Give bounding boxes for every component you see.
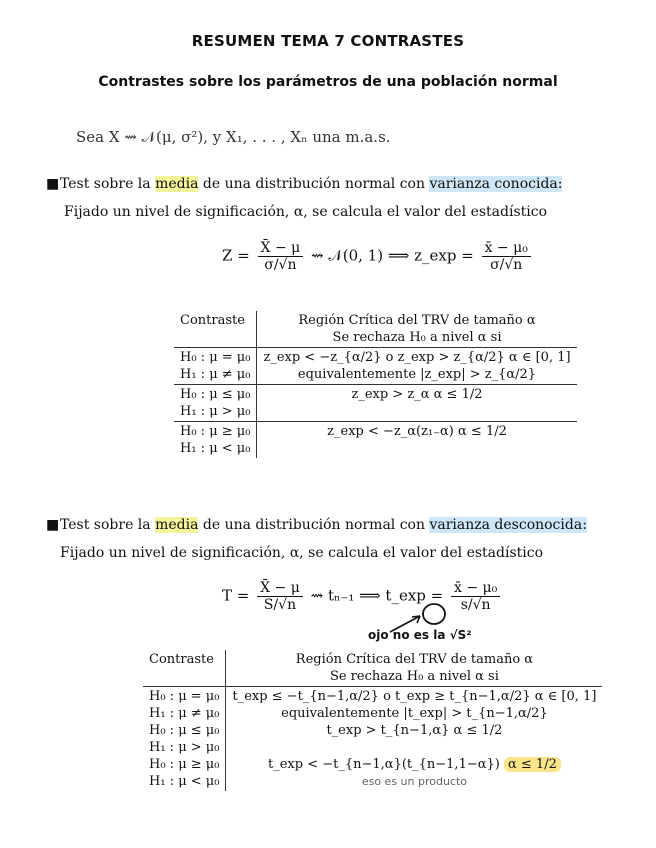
section2-pre: Test sobre la bbox=[60, 517, 156, 533]
cell-text: H₁ : μ < μ₀ bbox=[149, 774, 220, 789]
cell-text: H₀ : μ = μ₀ bbox=[180, 350, 251, 365]
cell-text: equivalentemente |z_exp| > z_{α/2} bbox=[297, 367, 537, 382]
handwritten-note-product: eso es un producto bbox=[361, 775, 468, 788]
frac-den: σ/√n bbox=[264, 257, 297, 273]
cell-text: Región Crítica del TRV de tamaño α bbox=[295, 652, 534, 667]
cell-text: z_exp < −z_α(z₁₋α) α ≤ 1/2 bbox=[327, 424, 507, 439]
frac-den: σ/√n bbox=[490, 257, 523, 273]
cell-text: z_exp < −z_{α/2} o z_exp > z_{α/2} α ∈ [0, 1] bbox=[263, 350, 571, 365]
table-head-left bbox=[174, 311, 257, 348]
section1-mid: de una distribución normal con bbox=[198, 176, 430, 192]
section2-line2: Fijado un nivel de significación, α, se calcula el valor del estadístico bbox=[60, 545, 544, 561]
page-title: RESUMEN TEMA 7 CONTRASTES bbox=[191, 32, 465, 50]
table-row bbox=[174, 385, 577, 422]
frac-num: X̄ − μ bbox=[258, 240, 304, 257]
cell-text: t_exp < −t_{n−1,α}(t_{n−1,1−α}) bbox=[268, 757, 500, 772]
frac-num: X̄ − μ bbox=[257, 580, 303, 597]
cell-text: equivalentemente |t_exp| > t_{n−1,α/2} bbox=[281, 706, 548, 721]
section1-media: media bbox=[155, 176, 199, 192]
section1-line2: Fijado un nivel de significación, α, se calcula el valor del estadístico bbox=[64, 204, 548, 220]
table-row bbox=[174, 348, 577, 385]
section1-pre: Test sobre la bbox=[60, 176, 156, 192]
cell-text: t_exp > t_{n−1,α} α ≤ 1/2 bbox=[326, 723, 503, 738]
cell-text: H₁ : μ > μ₀ bbox=[180, 404, 251, 419]
cell-text: H₁ : μ < μ₀ bbox=[180, 441, 251, 456]
table-head-right bbox=[226, 650, 602, 687]
section1-varianza: varianza conocida: bbox=[429, 176, 563, 192]
frac-num: x̄ − μ₀ bbox=[482, 240, 531, 257]
section2-formula bbox=[222, 580, 503, 613]
cell-text: H₁ : μ ≠ μ₀ bbox=[149, 706, 220, 721]
cell-text: H₁ : μ > μ₀ bbox=[149, 740, 220, 755]
section1-formula bbox=[222, 240, 534, 273]
table-row bbox=[174, 422, 577, 459]
alpha-highlight: α ≤ 1/2 bbox=[504, 757, 561, 772]
section1-heading bbox=[46, 176, 562, 192]
section2-table bbox=[143, 650, 602, 791]
cell-text: H₀ : μ ≤ μ₀ bbox=[149, 723, 220, 738]
handwritten-note: ojo no es la √S² bbox=[368, 628, 472, 642]
cell-text: Se rechaza H₀ a nivel α si bbox=[332, 330, 502, 345]
cell-text: Contraste bbox=[180, 313, 245, 328]
formula-mid: ⇝ tₙ₋₁ ⟹ t_exp = bbox=[310, 586, 444, 605]
formula-frac1 bbox=[257, 580, 303, 613]
frac-den: s/√n bbox=[460, 597, 491, 613]
cell-text: Región Crítica del TRV de tamaño α bbox=[298, 313, 536, 328]
formula-frac2 bbox=[451, 580, 500, 613]
section2-media: media bbox=[155, 517, 199, 533]
cell-text: z_exp > z_α α ≤ 1/2 bbox=[351, 387, 483, 402]
frac-den-circled bbox=[451, 597, 500, 613]
bullet-icon: ■ bbox=[46, 176, 60, 192]
cell-text: H₀ : μ ≤ μ₀ bbox=[180, 387, 251, 402]
table-head-left bbox=[143, 650, 226, 687]
cell-text: H₀ : μ ≥ μ₀ bbox=[149, 757, 220, 772]
formula-lhs: T = bbox=[222, 586, 250, 605]
cell-text: t_exp ≤ −t_{n−1,α/2} o t_exp ≥ t_{n−1,α/2} α ∈ [0, 1] bbox=[232, 689, 597, 704]
cell-text: Se rechaza H₀ a nivel α si bbox=[329, 669, 499, 684]
cell-text: H₁ : μ ≠ μ₀ bbox=[180, 367, 251, 382]
section2-mid: de una distribución normal con bbox=[198, 517, 430, 533]
section2-varianza: varianza desconocida: bbox=[429, 517, 587, 533]
cell-text: H₀ : μ = μ₀ bbox=[149, 689, 220, 704]
section1-table bbox=[174, 311, 577, 458]
formula-frac2 bbox=[482, 240, 531, 273]
frac-den: S/√n bbox=[263, 597, 297, 613]
formula-frac1 bbox=[258, 240, 304, 273]
section2-heading bbox=[46, 517, 587, 533]
bullet-icon: ■ bbox=[46, 517, 60, 533]
table-row bbox=[143, 687, 602, 792]
table-head-right bbox=[257, 311, 577, 348]
intro-text: Sea X ⇝ 𝒩(μ, σ²), y X₁, . . . , Xₙ una m.a.s. bbox=[76, 128, 391, 146]
cell-text: H₀ : μ ≥ μ₀ bbox=[180, 424, 251, 439]
page-subtitle: Contrastes sobre los parámetros de una población normal bbox=[98, 74, 558, 90]
frac-num: x̄ − μ₀ bbox=[451, 580, 500, 597]
cell-text: Contraste bbox=[149, 652, 214, 667]
formula-mid: ⇝ 𝒩(0, 1) ⟹ z_exp = bbox=[311, 246, 474, 265]
formula-lhs: Z = bbox=[222, 246, 250, 265]
